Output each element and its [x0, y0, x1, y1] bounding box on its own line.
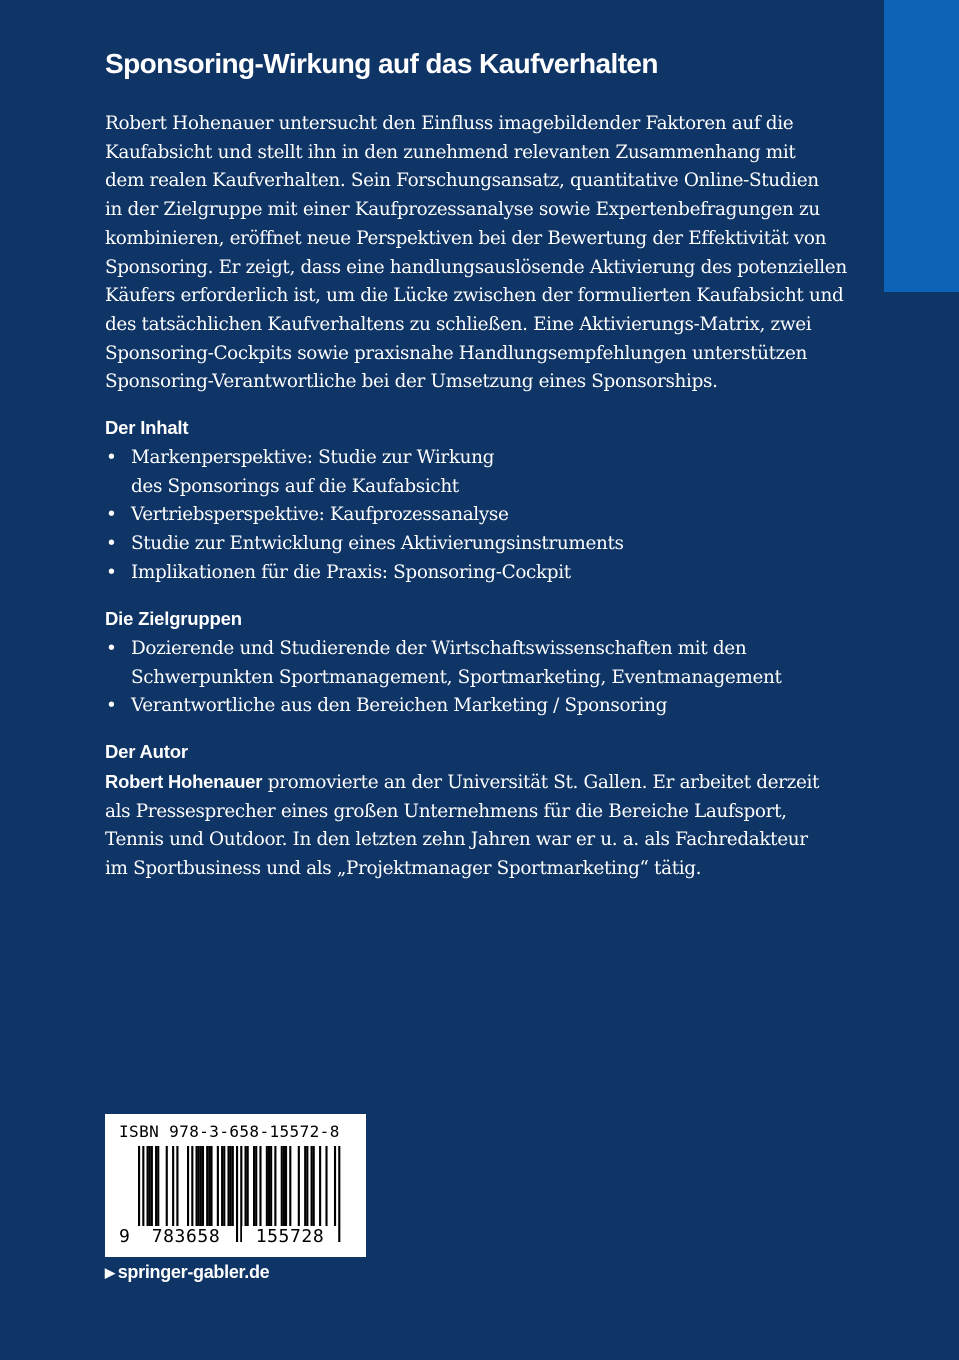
inhalt-heading: Der Inhalt — [105, 417, 189, 438]
barcode-bar — [306, 1146, 308, 1228]
publisher-url: springer-gabler.de — [117, 1262, 270, 1282]
barcode-bar — [155, 1146, 157, 1228]
list-item-line: Vertriebsperspektive: Kaufprozessanalyse — [131, 504, 509, 526]
barcode-bar — [283, 1146, 285, 1228]
list-item-line: Studie zur Entwicklung eines Aktivierungsinstruments — [131, 533, 624, 555]
intro-line: in der Zielgruppe mit einer Kaufprozessanalyse sowie Expertenbefragungen zu — [105, 199, 820, 221]
barcode-bar — [166, 1146, 168, 1228]
list-item-line: Verantwortliche aus den Bereichen Marketing / Sponsoring — [131, 695, 668, 717]
autor-line: Tennis und Outdoor. In den letzten zehn Jahren war er u. a. als Fachredakteur — [105, 829, 808, 851]
barcode-bar — [227, 1146, 229, 1228]
book-title: Sponsoring-Wirkung auf das Kaufverhalten — [105, 48, 658, 79]
barcode-bar — [274, 1146, 276, 1228]
barcode-bar — [245, 1146, 247, 1228]
barcode-bar — [187, 1146, 189, 1228]
barcode-bar — [221, 1146, 223, 1228]
barcode-bar — [313, 1146, 315, 1228]
barcode-bar — [259, 1146, 261, 1228]
autor-paragraph — [105, 768, 825, 884]
barcode-bar — [217, 1146, 219, 1228]
barcode-bar — [206, 1146, 208, 1228]
list-item-line: Schwerpunkten Sportmanagement, Sportmarketing, Eventmanagement — [131, 666, 782, 688]
barcode-bar — [311, 1146, 313, 1228]
arrow-right-icon: ▶ — [105, 1265, 115, 1280]
barcode-bar — [157, 1146, 159, 1228]
barcode-bar — [255, 1146, 257, 1228]
barcode-bar — [285, 1146, 287, 1228]
barcode-bar — [176, 1146, 178, 1228]
barcode-bar — [338, 1146, 340, 1242]
barcode-bar — [210, 1146, 212, 1228]
intro-line: dem realen Kaufverhalten. Sein Forschungsansatz, quantitative Online-Studien — [105, 170, 819, 192]
intro-line: Sponsoring-Cockpits sowie praxisnahe Handlungsempfehlungen unterstützen — [105, 342, 808, 364]
ean-right-digits: 155728 — [242, 1226, 338, 1247]
barcode-bar — [266, 1146, 268, 1228]
barcode-bar — [196, 1146, 198, 1228]
isbn-barcode-box — [105, 1114, 366, 1257]
intro-line: Käufers erforderlich ist, um die Lücke zwischen der formulierten Kaufabsicht und — [105, 285, 844, 307]
barcode-bar — [281, 1146, 283, 1228]
barcode-bar — [268, 1146, 270, 1228]
barcode-bar — [191, 1146, 193, 1228]
intro-line: Sponsoring-Verantwortliche bei der Umsetzung eines Sponsorships. — [105, 371, 718, 393]
isbn-label: ISBN 978-3-658-15572-8 — [119, 1122, 340, 1141]
barcode-bar — [253, 1146, 255, 1228]
list-item-line: Markenperspektive: Studie zur Wirkung — [131, 447, 495, 468]
autor-line: als Pressesprecher eines großen Unternehmens für die Bereiche Laufsport, — [105, 800, 787, 822]
bullet: • — [106, 638, 117, 659]
barcode-bar — [289, 1146, 291, 1228]
barcode-bar — [247, 1146, 249, 1228]
accent-bar — [884, 0, 959, 292]
barcode-bar — [319, 1146, 321, 1228]
barcode-bar — [325, 1146, 327, 1228]
intro-paragraph — [105, 110, 847, 397]
author-name: Robert Hohenauer — [105, 771, 263, 792]
barcode-bar — [202, 1146, 204, 1228]
intro-line: Robert Hohenauer untersucht den Einfluss imagebildender Faktoren auf die — [105, 113, 794, 134]
list-item — [105, 692, 782, 721]
barcode-bar — [232, 1146, 234, 1228]
list-item — [105, 444, 624, 501]
list-item — [105, 501, 624, 530]
barcode-bar — [147, 1146, 149, 1228]
autor-line — [105, 768, 825, 798]
barcode-bar — [198, 1146, 200, 1228]
barcode-bar — [151, 1146, 153, 1228]
zielgruppen-list — [105, 635, 782, 721]
bullet: • — [106, 561, 117, 583]
publisher-link[interactable] — [105, 1262, 269, 1283]
barcode-bar — [298, 1146, 300, 1228]
ean-left-digits: 783658 — [138, 1226, 234, 1247]
intro-line: kombinieren, eröffnet neue Perspektiven bei der Bewertung der Effektivität von — [105, 227, 827, 249]
list-item — [105, 530, 624, 559]
autor-line: im Sportbusiness und als „Projektmanager Sportmarketing“ tätig. — [105, 858, 702, 880]
bullet: • — [106, 447, 117, 468]
bullet: • — [106, 533, 117, 555]
autor-heading: Der Autor — [105, 741, 188, 762]
barcode-bar — [230, 1146, 232, 1228]
intro-line: Kaufabsicht und stellt ihn in den zunehmend relevanten Zusammenhang mit — [105, 141, 796, 163]
barcode-bar — [200, 1146, 202, 1228]
barcode-bar — [270, 1146, 272, 1228]
barcode-bar — [172, 1146, 174, 1228]
barcode-bar — [236, 1146, 238, 1242]
list-item-line: Implikationen für die Praxis: Sponsoring-Cockpit — [131, 561, 571, 583]
list-item — [105, 559, 624, 588]
ean-first-digit: 9 — [119, 1226, 130, 1247]
zielgruppen-heading: Die Zielgruppen — [105, 608, 242, 629]
list-item — [105, 635, 782, 692]
barcode-bar — [149, 1146, 151, 1228]
bullet: • — [106, 695, 117, 717]
list-item-line: Dozierende und Studierende der Wirtschaftswissenschaften mit den — [131, 638, 747, 659]
inhalt-list — [105, 444, 624, 588]
autor-line-rest: promovierte an der Universität St. Gallen. Er arbeitet derzeit — [262, 772, 820, 793]
intro-line: des tatsächlichen Kaufverhaltens zu schließen. Eine Aktivierungs-Matrix, zwei — [105, 313, 812, 335]
barcode-bar — [223, 1146, 225, 1228]
intro-line: Sponsoring. Er zeigt, dass eine handlungsauslösende Aktivierung des potenziellen — [105, 256, 847, 278]
barcode-bar — [208, 1146, 210, 1228]
barcode-bar — [304, 1146, 306, 1228]
list-item-line: des Sponsorings auf die Kaufabsicht — [131, 475, 459, 497]
bullet: • — [106, 504, 117, 526]
